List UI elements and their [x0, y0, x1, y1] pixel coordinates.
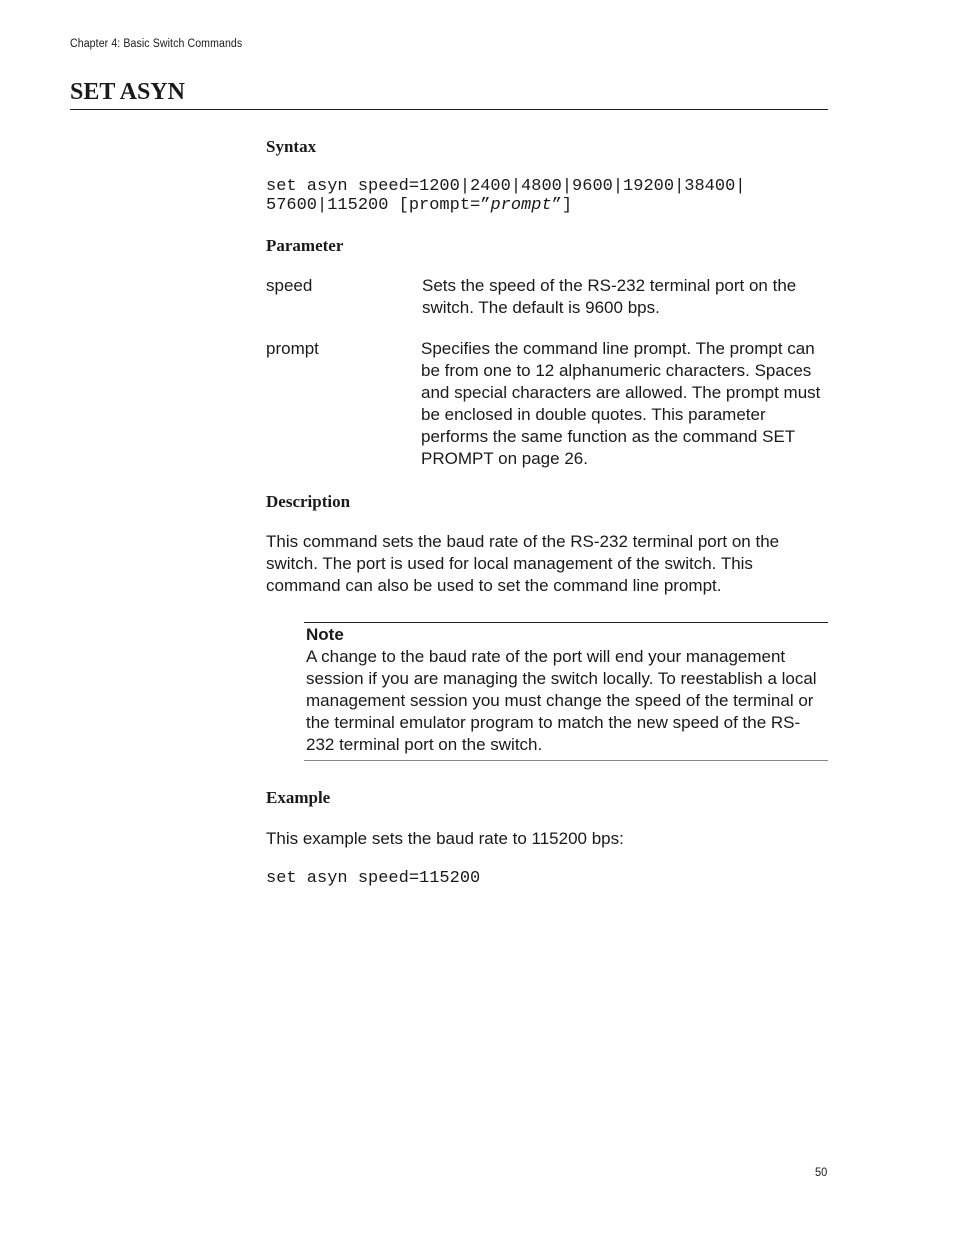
description-text: This command sets the baud rate of the RS-232 terminal port on the switch. The port is used for local management of the switch. This command can also be used to set the command line prompt. — [266, 532, 780, 595]
description-heading: Description — [266, 492, 351, 511]
syntax-code-line-1: set asyn speed=1200|2400|4800|9600|19200|38400| — [266, 177, 746, 196]
example-heading: Example — [266, 788, 331, 807]
page-title: SET ASYN — [70, 79, 185, 105]
param-name: prompt — [266, 339, 319, 358]
example-code: set asyn speed=115200 — [266, 869, 481, 888]
running-header: Chapter 4: Basic Switch Commands — [70, 38, 243, 50]
param-description: Specifies the command line prompt. The prompt can be from one to 12 alphanumeric characters. Spaces and special characters are allowed. The prompt must be enclosed in double quotes. This parameter performs the same function as the command SET PROMPT on page 26. — [421, 339, 821, 468]
parameter-heading: Parameter — [266, 236, 344, 255]
title-rule — [70, 109, 828, 110]
main-content — [266, 136, 828, 888]
note-text: A change to the baud rate of the port will end your management session if you are managing the switch locally. To reestablish a local management session you must change the speed of the terminal or the terminal emulator program to match the new speed of the RS-232 terminal port on the switch. — [306, 647, 817, 754]
syntax-code-suffix: ”] — [551, 196, 573, 215]
page-number: 50 — [815, 1165, 828, 1179]
note-title: Note — [306, 625, 344, 644]
syntax-heading: Syntax — [266, 137, 317, 156]
param-row-prompt — [266, 338, 828, 470]
syntax-code-prefix: 57600|115200 [prompt=” — [266, 196, 491, 215]
example-text: This example sets the baud rate to 115200 bps: — [266, 829, 624, 848]
param-row-speed — [266, 275, 828, 319]
syntax-code-prompt-placeholder: prompt — [490, 196, 552, 215]
note-box — [304, 622, 828, 761]
syntax-code-line-2 — [266, 196, 828, 215]
param-description: Sets the speed of the RS-232 terminal port on the switch. The default is 9600 bps. — [422, 276, 797, 317]
param-name: speed — [266, 276, 313, 295]
syntax-code-block — [266, 177, 828, 215]
